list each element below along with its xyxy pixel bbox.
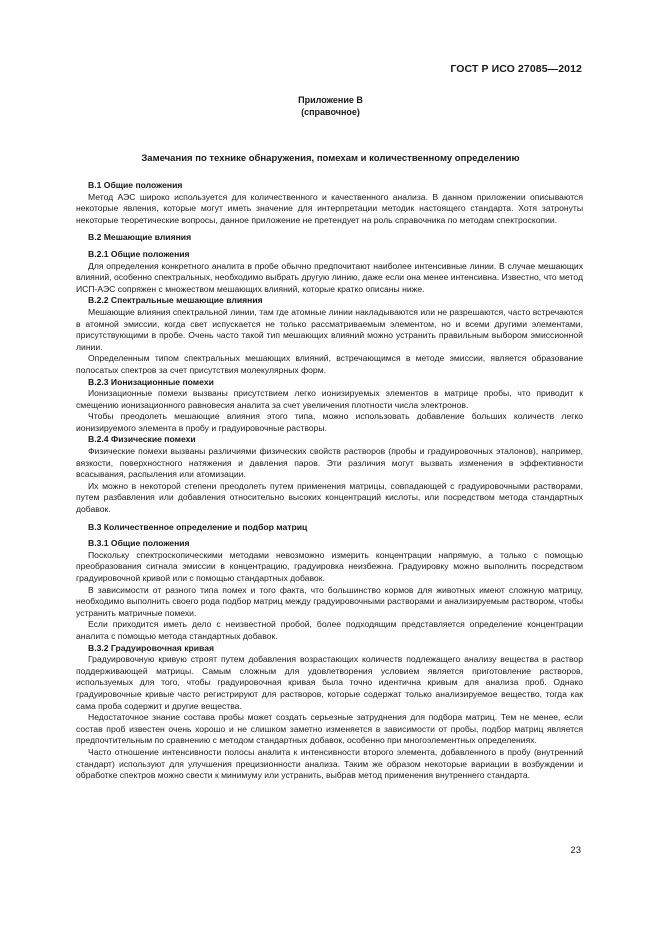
paragraph: Физические помехи вызваны различиями физических свойств растворов (пробы и градуировочных эталонов), например, вязкости, поверхностного натяжения и давления паров. Эти различия могут вызвать изменения в эффективности всасывания, распыления или атомизации. xyxy=(76,446,583,480)
subsection-heading-b2-4: В.2.4 Физические помехи xyxy=(88,434,196,445)
paragraph: Градуировочную кривую строят путем добавления возрастающих количеств подлежащего анализу вещества в раствор поддерживающей матрицы. Самым сложным для удовлетворения условием является приготовление растворов, используемых для того, чтобы градуировочная кривая была точно идентична кривым для анализа проб. Однако градуировочные кривые часто регистрируют для растворов, которые содержат только анализируемое вещество, тогда как сама проба содержит и другие вещества. xyxy=(76,654,583,711)
section-heading-b1: В.1 Общие положения xyxy=(88,180,183,190)
paragraph: В зависимости от разного типа помех и того факта, что большинство кормов для животных имеют сложную матрицу, необходимо выполнить своего рода подбор матриц между градуировочными растворами и анализируемым раствором, чтобы устранить матричные помехи. xyxy=(76,584,583,618)
annex-title: Приложение В xyxy=(298,95,363,105)
paragraph: Определенным типом спектральных мешающих влияний, встречающимся в методе эмиссии, является образование полосатых спектров за счет присутствия молекулярных форм. xyxy=(76,353,583,375)
subsection-heading-b3-1: В.3.1 Общие положения xyxy=(88,538,190,549)
annex-subtitle: (справочное) xyxy=(301,107,360,117)
annex-heading xyxy=(0,94,661,118)
paragraph: Их можно в некоторой степени преодолеть путем применения матрицы, совпадающей с градуировочными растворами, путем разбавления или добавления относительно высоких концентраций кислоты, или посредством метода стандартных добавок. xyxy=(76,480,583,515)
paragraph: Мешающие влияния спектральной линии, там где атомные линии накладываются или не разрешаются, часто встречаются в атомной эмиссии, когда свет испускается не только рассматриваемым элементом, но и всеми другими элементами, присутствующими в пробе. Очень часто такой тип мешающих влияний можно устранить правильным выбором эмиссионной линии. xyxy=(76,306,583,352)
page-number: 23 xyxy=(570,845,581,856)
paragraph: Метод АЭС широко используется для количественного и качественного анализа. В данном приложении описываются некоторые явления, которые могут иметь значение для интерпретации методик настоящего стандарта. Хотя затронуты некоторые теоретические вопросы, данное приложение не претендует на роль справочника по методам спектроскопии. xyxy=(76,191,583,225)
subsection-heading-b2-1: В.2.1 Общие положения xyxy=(88,248,190,259)
section-heading-b3: В.3 Количественное определение и подбор матриц xyxy=(88,521,308,532)
section-heading-b2: В.2 Мешающие влияния xyxy=(88,232,192,243)
subsection-heading-b3-2: В.3.2 Градуировочная кривая xyxy=(88,642,214,653)
subsection-heading-b2-2: В.2.2 Спектральные мешающие влияния xyxy=(88,295,263,306)
subsection-heading-b2-3: В.2.3 Ионизационные помехи xyxy=(88,376,214,387)
paragraph: Для определения конкретного аналита в пробе обычно предпочитают наиболее интенсивные линии. В случае мешающих влияний, особенно спектральных, необходимо выбрать другую линию, даже если она менее интенсивна. Известно, что метод ИСП-АЭС сопряжен с множеством мешающих влияний, которые кратко описаны ниже. xyxy=(76,260,583,294)
paragraph: Поскольку спектроскопическими методами невозможно измерить концентрации напрямую, а только с помощью преобразования сигнала эмиссии в концентрацию, градуировка неизбежна. Градуировку можно выполнить посредством градуировочной кривой или с помощью стандартных добавок. xyxy=(76,549,583,583)
document-title: Замечания по технике обнаружения, помехам и количественному определению xyxy=(141,153,520,164)
paragraph: Часто отношение интенсивности полосы аналита к интенсивности второго элемента, добавленного в пробу (внутренний стандарт) используют для улучшения прецизионности анализа. Таким же образом некоторые вариации в возбуждении и обработке спектров можно свести к минимуму или устранить, выбрав метод применения внутреннего стандарта. xyxy=(76,746,583,781)
paragraph: Чтобы преодолеть мешающие влияния этого типа, можно использовать добавление больших количеств легко ионизируемого элемента в пробу и градуировочные растворы. xyxy=(76,411,583,433)
standard-code-header: ГОСТ Р ИСО 27085—2012 xyxy=(450,63,582,75)
document-body xyxy=(76,180,583,782)
paragraph: Если приходится иметь дело с неизвестной пробой, более подходящим представляется определение концентрации аналита с помощью метода стандартных добавок. xyxy=(76,619,583,641)
paragraph: Недостаточное знание состава пробы может создать серьезные затруднения для подбора матриц. Тем не менее, если состав проб известен очень хорошо и не слишком заметно изменяется в зависимости от пробы, подбор матриц является предпочтительным по сравнению с методом стандартных добавок, особенно при многоэлементных определениях. xyxy=(76,712,583,746)
paragraph: Ионизационные помехи вызваны присутствием легко ионизируемых элементов в матрице пробы, что приводит к смещению ионизационного равновесия аналита за счет увеличения плотности числа электронов. xyxy=(76,388,583,410)
